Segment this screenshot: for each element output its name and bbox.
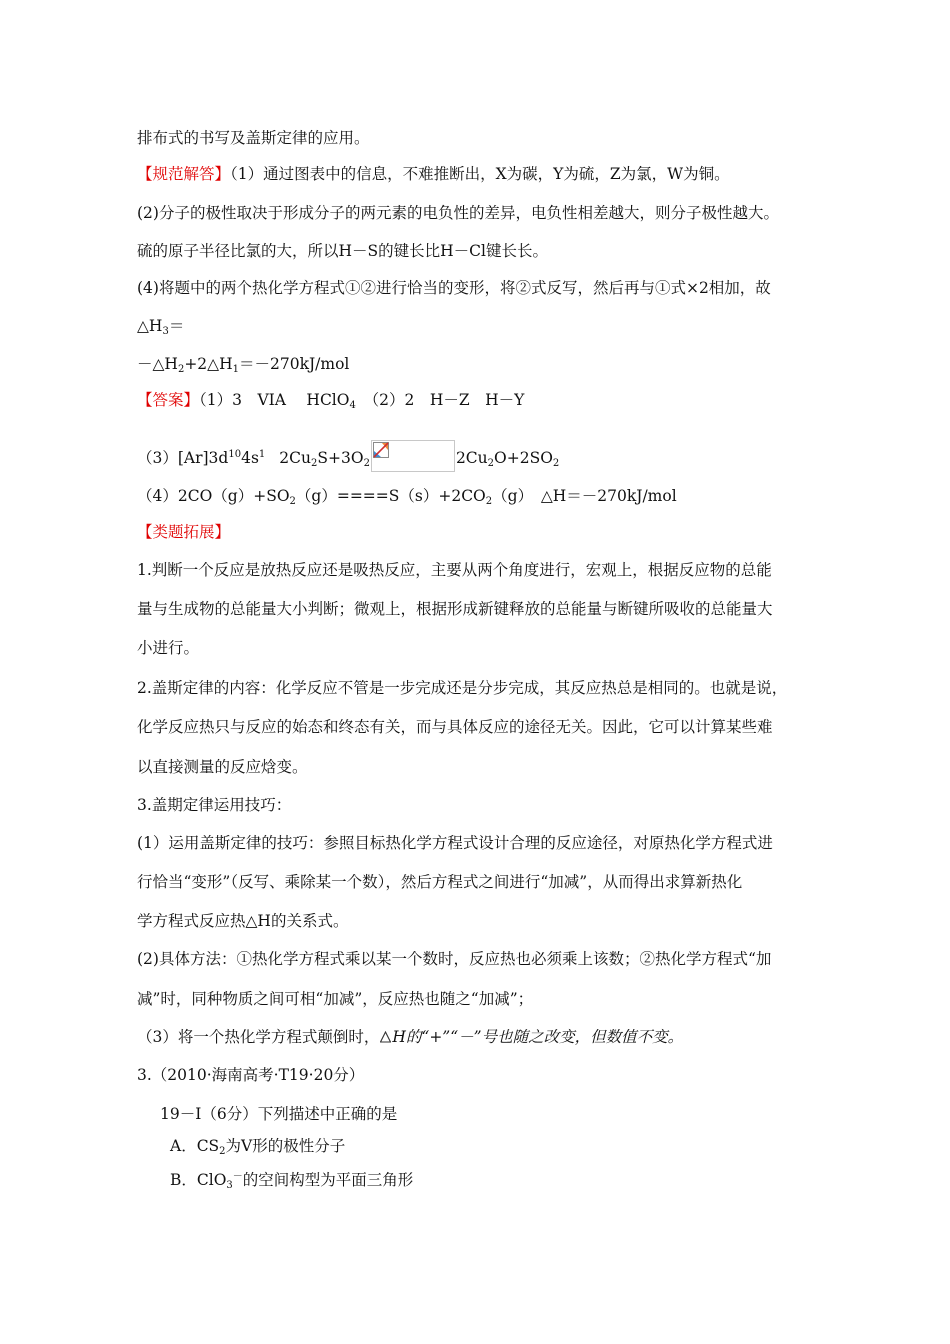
text-line: 化学反应热只与反应的始态和终态有关，而与具体反应的途径无关。因此，它可以计算某些难 xyxy=(137,718,773,736)
text-line: 硫的原子半径比氯的大，所以H－S的键长比H－Cl键长长。 xyxy=(137,242,548,260)
text-line: 1.判断一个反应是放热反应还是吸热反应，主要从两个角度进行，宏观上，根据反应物的总能 xyxy=(137,561,772,579)
text-line: 行恰当“变形”（反写、乘除某一个数），然后方程式之间进行“加减”，从而得出求算新热化 xyxy=(137,873,743,891)
text-line: 【规范解答】（1）通过图表中的信息，不难推断出，X为碳，Y为硫，Z为氯，W为铜。 xyxy=(137,165,730,183)
text-line: 以直接测量的反应焓变。 xyxy=(137,758,308,776)
text-line: 小进行。 xyxy=(137,639,200,657)
text-line: 2.盖斯定律的内容：化学反应不管是一步完成还是分步完成，其反应热总是相同的。也就是说， xyxy=(137,679,788,697)
text-line: (1）运用盖斯定律的技巧：参照目标热化学方程式设计合理的反应途径，对原热化学方程式进 xyxy=(137,834,773,852)
section-tag: 【类题拓展】 xyxy=(137,523,231,541)
answer-line: $(3)[Ar]3d^{10}4s^1$ $2Cu_2S+3O_2$ $2Cu_2O+2SO_2$ xyxy=(137,440,559,472)
text-line: （3）将一个热化学方程式颠倒时， H的“+”“－”号也随之改变，但数值不变。 xyxy=(137,1028,684,1046)
answer-line: $(4)2CO(g)+SO_2(g)====S(s)+2CO_2(g)$ △H＝－270kJ/mol xyxy=(137,487,677,507)
option-b: B．ClO$_3$－的空间构型为平面三角形 xyxy=(170,1171,414,1191)
text-line: 3.盖期定律运用技巧： xyxy=(137,796,292,814)
text-line: 排布式的书写及盖斯定律的应用。 xyxy=(137,129,370,147)
question-header: 3.（2010·海南高考·T19·20分） xyxy=(137,1066,365,1084)
equation-line: $-\triangle H_2+2\triangle H_1=-270kJ$/mol xyxy=(137,355,350,375)
text-line: 学方程式反应热△H的关系式。 xyxy=(137,912,349,930)
answer-line: 【答案】（1）3 VIA HClO$_4$ （2）2 H－Z H－Y xyxy=(137,391,525,411)
text-line: (2)分子的极性取决于形成分子的两元素的电负性的差异，电负性相差越大，则分子极性越大。 xyxy=(137,204,779,222)
triangle-delta-icon xyxy=(380,1031,391,1043)
question-stem: 19－I（6分）下列描述中正确的是 xyxy=(160,1105,398,1123)
equation-image-placeholder xyxy=(371,440,455,472)
broken-image-icon xyxy=(373,442,389,458)
text-line: (2)具体方法：①热化学方程式乘以某一个数时，反应热也必须乘上该数；②热化学方程式“加 xyxy=(137,950,772,968)
answer-tag: 【答案】 xyxy=(137,391,200,409)
text-line: 减”时，同种物质之间可相“加减”，反应热也随之“加减”； xyxy=(137,990,534,1008)
section-tag: 【规范解答】 xyxy=(137,165,231,183)
equation-line: $\triangle H_3=$ xyxy=(137,317,185,337)
text-line: (4)将题中的两个热化学方程式①②进行恰当的变形，将②式反写，然后再与①式×2相加，故 xyxy=(137,279,771,297)
option-a: A．$CS_2$为V形的极性分子 xyxy=(170,1137,346,1157)
text-line: 量与生成物的总能量大小判断；微观上，根据形成新键释放的总能量与断键所吸收的总能量大 xyxy=(137,600,773,618)
